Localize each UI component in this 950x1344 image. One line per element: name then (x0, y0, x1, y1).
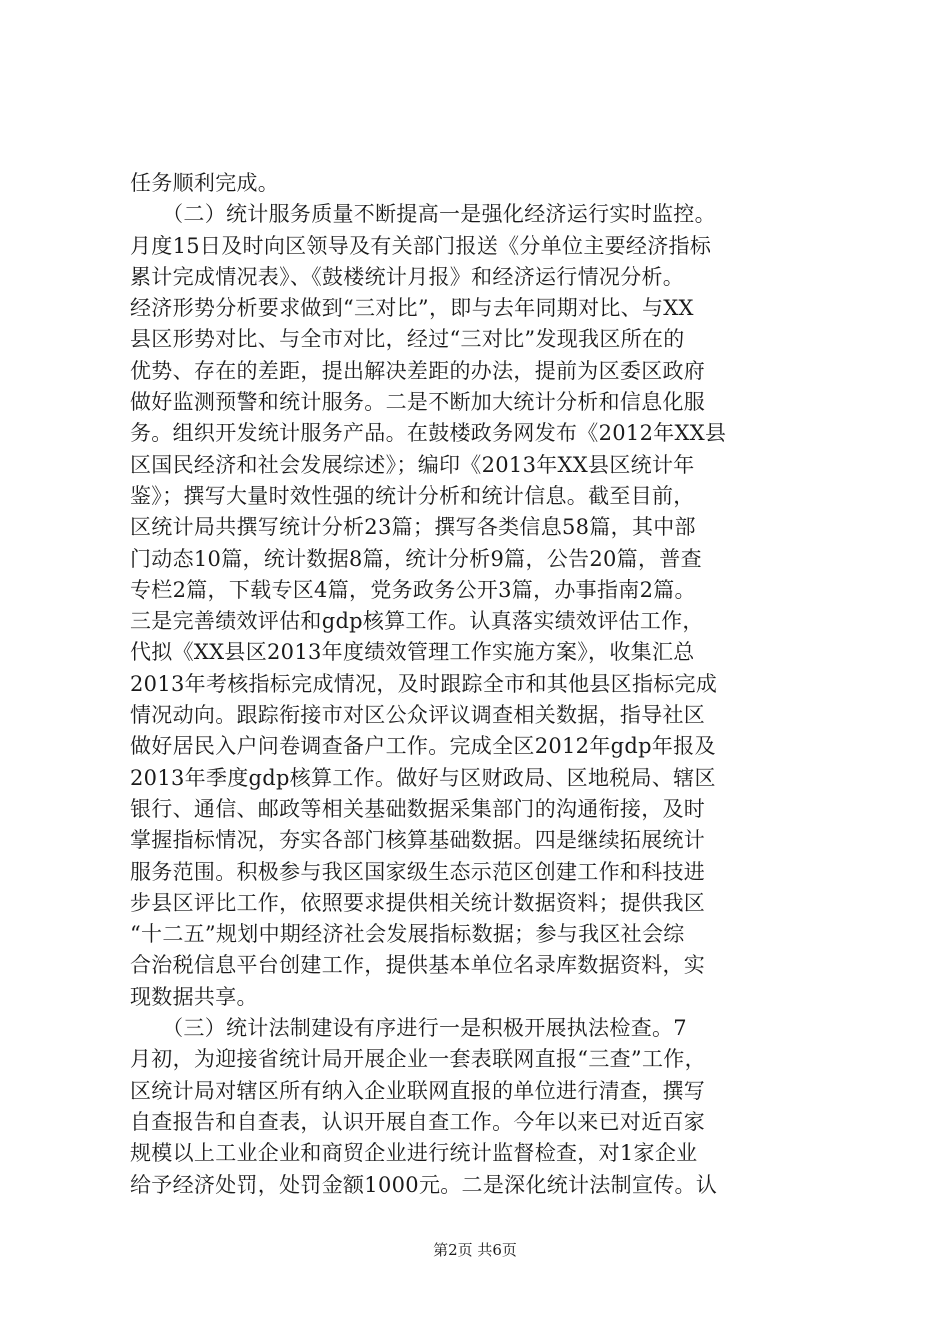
text-line: 门动态10篇，统计数据8篇，统计分析9篇，公告20篇，普查 (130, 546, 702, 571)
body-text (130, 168, 830, 1201)
text-line: 月初，为迎接省统计局开展企业一套表联网直报“三查”工作， (130, 1047, 706, 1072)
text-line: 优势、存在的差距，提出解决差距的办法，提前为区委区政府 (130, 358, 706, 383)
text-line: “十二五”规划中期经济社会发展指标数据；参与我区社会综 (130, 922, 685, 947)
text-line: 自查报告和自查表，认识开展自查工作。今年以来已对近百家 (130, 1109, 706, 1134)
text-line: 区国民经济和社会发展综述》；编印《2013年XX县区统计年 (130, 452, 695, 477)
text-line: （二）统计服务质量不断提高一是强化经济运行实时监控。 (130, 202, 716, 227)
text-line: 务。组织开发统计服务产品。在鼓楼政务网发布《2012年XX县 (130, 421, 727, 446)
text-line: （三）统计法制建设有序进行一是积极开展执法检查。7 (130, 1016, 687, 1041)
text-line: 做好居民入户问卷调查备户工作。完成全区2012年gdp年报及 (130, 734, 716, 759)
text-line: 区统计局对辖区所有纳入企业联网直报的单位进行清查，撰写 (130, 1078, 706, 1103)
text-line: 做好监测预警和统计服务。二是不断加大统计分析和信息化服 (130, 390, 706, 415)
text-line: 任务顺利完成。 (130, 171, 280, 195)
text-line: 月度15日及时向区领导及有关部门报送《分单位主要经济指标 (130, 233, 712, 258)
text-line: 三是完善绩效评估和gdp核算工作。认真落实绩效评估工作， (130, 609, 704, 634)
text-line: 专栏2篇，下载专区4篇，党务政务公开3篇，办事指南2篇。 (130, 577, 696, 602)
text-line: 经济形势分析要求做到“三对比”，即与去年同期对比、与XX (130, 296, 694, 321)
text-line: 代拟《XX县区2013年度绩效管理工作实施方案》，收集汇总 (130, 640, 695, 665)
page-footer: 第2页 共6页 (433, 1241, 517, 1259)
text-line: 给予经济处罚，处罚金额1000元。二是深化统计法制宣传。认 (130, 1172, 718, 1197)
text-line: 现数据共享。 (130, 984, 258, 1009)
text-line: 情况动向。跟踪衔接市对区公众评议调查相关数据，指导社区 (130, 703, 706, 728)
text-line: 掌握指标情况，夯实各部门核算基础数据。四是继续拓展统计 (130, 828, 706, 853)
text-line: 2013年考核指标完成情况，及时跟踪全市和其他县区指标完成 (130, 671, 718, 696)
text-line: 服务范围。积极参与我区国家级生态示范区创建工作和科技进 (130, 859, 706, 884)
text-line: 合治税信息平台创建工作，提供基本单位名录库数据资料，实 (130, 953, 706, 978)
text-line: 区统计局共撰写统计分析23篇；撰写各类信息58篇，其中部 (130, 515, 696, 540)
text-line: 步县区评比工作，依照要求提供相关统计数据资料；提供我区 (130, 890, 706, 915)
text-line: 鉴》；撰写大量时效性强的统计分析和统计信息。截至目前， (130, 483, 695, 508)
text-line: 2013年季度gdp核算工作。做好与区财政局、区地税局、辖区 (130, 765, 716, 790)
text-line: 规模以上工业企业和商贸企业进行统计监督检查，对1家企业 (130, 1141, 698, 1166)
text-line: 累计完成情况表》、《鼓楼统计月报》和经济运行情况分析。 (130, 264, 685, 289)
text-line: 县区形势对比、与全市对比，经过“三对比”发现我区所在的 (130, 327, 685, 352)
text-line: 银行、通信、邮政等相关基础数据采集部门的沟通衔接，及时 (130, 796, 706, 821)
